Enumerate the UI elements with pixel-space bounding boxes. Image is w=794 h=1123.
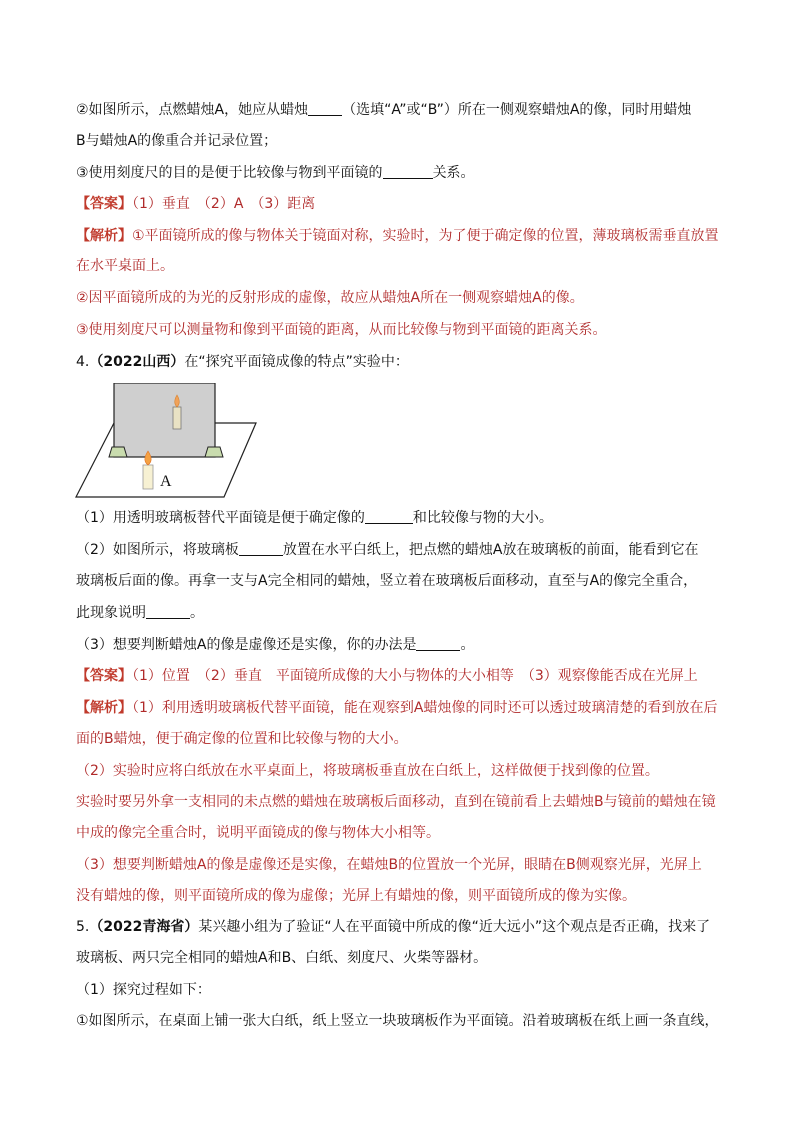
- candle-image: [173, 407, 181, 429]
- q5-part-1: （1）探究过程如下：: [76, 982, 211, 998]
- q3-answer: 【答案】（1）垂直 （2）A （3）距离: [76, 196, 316, 212]
- q4-analysis-line-4: 实验时要另外拿一支相同的未点燃的蜡烛在玻璃板后面移动，直到在镜前看上去蜡烛B与镜前的蜡烛在镜: [76, 794, 716, 810]
- q3-blank-3: ③使用刻度尺的目的是便于比较像与物到平面镜的 关系。: [76, 165, 475, 181]
- glass-stand-left: [109, 447, 127, 457]
- answer-blank: [365, 509, 413, 524]
- q3-analysis-line-3: ②因平面镜所成的为光的反射形成的虚像，故应从蜡烛A所在一侧观察蜡烛A的像。: [76, 290, 584, 306]
- q5-step-1: ①如图所示，在桌面上铺一张大白纸，纸上竖立一块玻璃板作为平面镜。沿着玻璃板在纸上画一条直线，: [76, 1013, 719, 1029]
- q4-part-3: （3）想要判断蜡烛A的像是虚像还是实像，你的办法是 。: [76, 637, 475, 653]
- q4-analysis-line-7: 没有蜡烛的像，则平面镜所成的像为虚像；光屏上有蜡烛的像，则平面镜所成的像为实像。: [76, 888, 636, 904]
- figure-label-a: A: [160, 473, 172, 490]
- answer-blank: [308, 101, 342, 116]
- q4-analysis-line-5: 中成的像完全重合时，说明平面镜成的像与物体大小相等。: [76, 825, 440, 841]
- q4-part-2-line-3: 此现象说明 。: [76, 605, 204, 621]
- q4-analysis-line-6: （3）想要判断蜡烛A的像是虚像还是实像，在蜡烛B的位置放一个光屏，眼睛在B侧观察光屏，光屏上: [76, 857, 702, 873]
- q4-part-2-line-2: 玻璃板后面的像。再拿一支与A完全相同的蜡烛，竖立着在玻璃板后面移动，直至与A的像完全重合，: [76, 573, 698, 589]
- q5-stem-line-2: 玻璃板、两只完全相同的蜡烛A和B、白纸、刻度尺、火柴等器材。: [76, 950, 488, 966]
- q3-blank-2-line-2: B与蜡烛A的像重合并记录位置；: [76, 133, 278, 149]
- glass-plate: [114, 383, 215, 457]
- q3-analysis-line-2: 在水平桌面上。: [76, 258, 174, 274]
- q4-analysis-line-1: 【解析】（1）利用透明玻璃板代替平面镜，能在观察到A蜡烛像的同时还可以透过玻璃清楚的看到放在后: [76, 700, 718, 716]
- candle-a: [143, 465, 153, 489]
- q4-heading: 4.（2022山西）在“探究平面镜成像的特点”实验中：: [76, 354, 409, 370]
- q4-part-2-line-1: （2）如图所示，将玻璃板 放置在水平白纸上，把点燃的蜡烛A放在玻璃板的前面，能看到它在: [76, 542, 699, 558]
- q4-analysis-line-3: （2）实验时应将白纸放在水平桌面上，将玻璃板垂直放在白纸上，这样做便于找到像的位置。: [76, 763, 659, 779]
- q4-answer: 【答案】（1）位置 （2）垂直 平面镜所成像的大小与物体的大小相等 （3）观察像能否成在光屏上: [76, 668, 698, 684]
- answer-blank: [383, 164, 433, 179]
- answer-blank: [239, 541, 283, 556]
- q5-heading: 5.（2022青海省）某兴趣小组为了验证“人在平面镜中所成的像“近大远小”这个观点是否正确，找来了: [76, 919, 711, 935]
- mirror-experiment-figure: [74, 383, 258, 503]
- q4-part-1: （1）用透明玻璃板替代平面镜是便于确定像的 和比较像与物的大小。: [76, 510, 553, 526]
- q3-analysis-line-1: 【解析】①平面镜所成的像与物体关于镜面对称，实验时，为了便于确定像的位置，薄玻璃板需垂直放置: [76, 228, 719, 244]
- q4-analysis-line-2: 面的B蜡烛，便于确定像的位置和比较像与物的大小。: [76, 731, 408, 747]
- q3-blank-2-line-1: ②如图所示，点燃蜡烛A，她应从蜡烛 （选填“A”或“B”）所在一侧观察蜡烛A的像，同时用蜡烛: [76, 102, 692, 118]
- q3-analysis-line-4: ③使用刻度尺可以测量物和像到平面镜的距离，从而比较像与物到平面镜的距离关系。: [76, 322, 607, 338]
- answer-blank: [416, 636, 460, 651]
- glass-stand-right: [205, 447, 223, 457]
- answer-blank: [146, 604, 190, 619]
